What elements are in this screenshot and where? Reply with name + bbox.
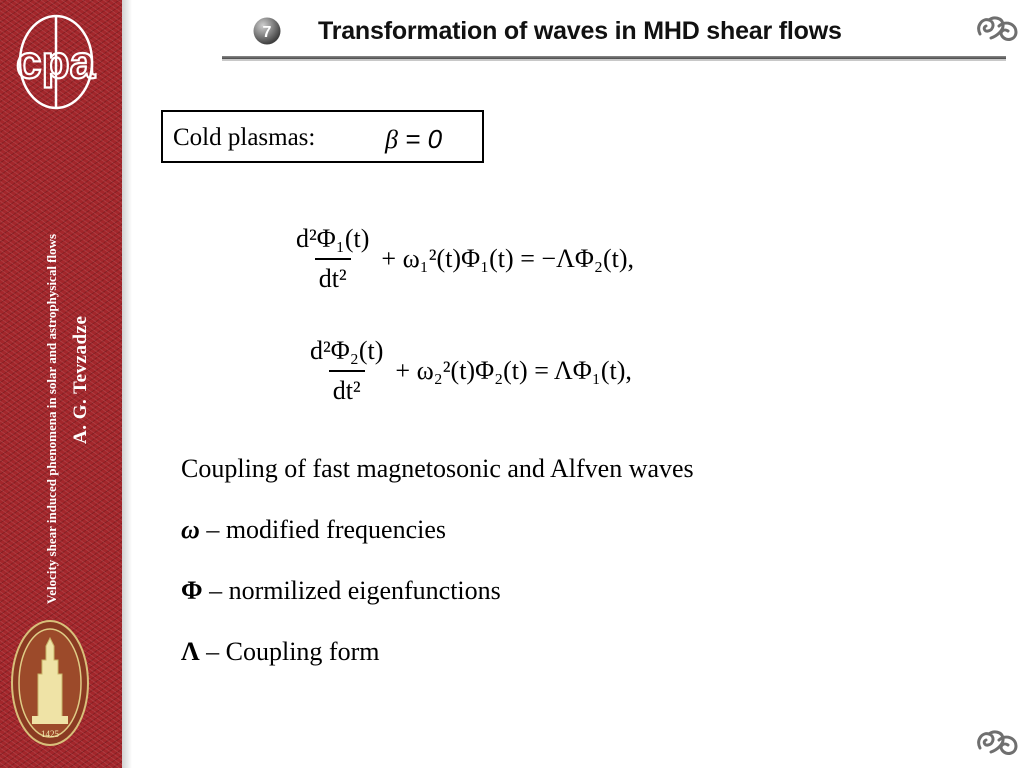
regime-box (161, 110, 484, 163)
phi-note (181, 576, 501, 606)
title-rule-shadow (222, 59, 1006, 61)
equation-1-rhs: + ω₁²(t)Φ₁(t) = −ΛΦ₂(t), (381, 244, 634, 273)
slide-title: Transformation of waves in MHD shear flows (318, 17, 842, 45)
logo-text: cpa (16, 36, 96, 88)
lambda-note (181, 637, 379, 667)
beta-symbol: β (385, 125, 398, 154)
omega-note (181, 515, 446, 545)
seal-year: 1425 (41, 729, 59, 739)
beta-value: = 0 (397, 124, 443, 154)
equation-2 (306, 336, 632, 406)
phi-description: – normilized eigenfunctions (202, 576, 501, 605)
ornament-icon (974, 14, 1020, 46)
phi-symbol: Φ (181, 576, 203, 605)
lambda-symbol: Λ (181, 637, 200, 666)
equation-2-fraction (306, 336, 387, 406)
equation-1 (292, 224, 634, 294)
university-seal (8, 616, 92, 750)
omega-symbol: ω (181, 515, 200, 544)
conference-subtitle: Velocity shear induced phenomena in solar and astrophysical flows (44, 233, 59, 604)
equation-2-rhs: + ω₂²(t)Φ₂(t) = ΛΦ₁(t), (395, 356, 632, 385)
equation-2-numerator: d²Φ₂(t) (310, 336, 384, 365)
ornament-icon (974, 728, 1020, 760)
sidebar-shadow (122, 0, 132, 768)
author-name: A. G. Tevzadze (70, 315, 91, 444)
omega-description: – modified frequencies (199, 515, 446, 544)
equation-1-denominator: dt² (315, 258, 351, 294)
slide-number: 7 (262, 24, 272, 41)
lambda-description: – Coupling form (199, 637, 380, 666)
slide-number-badge (252, 16, 282, 46)
equation-1-fraction (292, 224, 373, 294)
regime-label: Cold plasmas: (173, 124, 316, 151)
equation-2-denominator: dt² (329, 370, 365, 406)
coupling-note: Coupling of fast magnetosonic and Alfven waves (181, 454, 694, 483)
equation-1-numerator: d²Φ₁(t) (296, 224, 370, 253)
beta-condition (385, 124, 442, 155)
